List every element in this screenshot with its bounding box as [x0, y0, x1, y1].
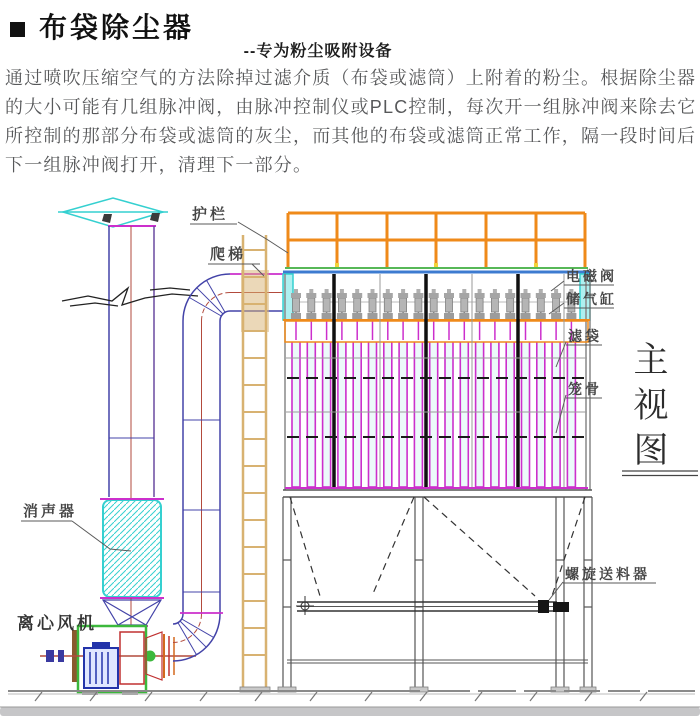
label-filter-bag: 滤袋: [568, 328, 602, 344]
label-screw-conveyor: 螺旋送料器: [565, 566, 650, 582]
bag-header-box: [285, 321, 588, 342]
rain-cap: [58, 198, 168, 227]
description-paragraph: 通过喷吹压缩空气的方法除掉过滤介质（布袋或滤筒）上附着的粉尘。根据除尘器的大小可能有几组脉冲阀，由脉冲控制仪或PLC控制，每次开一组脉冲阀来除去它所控制的那部分布袋或滤筒的灰尘，而其他的布袋或滤筒正常工作，隔一段时间后下一组脉冲阀打开，清理下一部分。: [5, 68, 697, 175]
screw-conveyor: [296, 596, 569, 615]
fan-motor: [84, 642, 118, 688]
view-title-char-1: 主: [633, 341, 669, 381]
view-title: [622, 341, 698, 476]
page-subtitle: --专为粉尘吸附设备: [243, 43, 393, 60]
centrifugal-fan: [40, 626, 196, 695]
label-guardrail: 护栏: [192, 206, 229, 223]
page-title: 布袋除尘器: [39, 12, 195, 43]
suction-duct: [173, 274, 285, 661]
outlet-cone: [103, 600, 161, 626]
view-title-char-3: 图: [633, 431, 669, 471]
label-bag-cage: 笼骨: [568, 381, 602, 397]
view-title-char-2: 视: [633, 386, 669, 426]
bottom-gray-band: [0, 707, 700, 716]
guardrail: [288, 213, 585, 268]
stack-break-symbol: [62, 288, 198, 306]
support-frame: [278, 490, 596, 692]
muffler: [100, 499, 164, 627]
label-ladder: 爬梯: [210, 246, 247, 263]
label-centrifugal-fan: 离心风机: [17, 614, 97, 633]
label-muffler: 消声器: [23, 503, 78, 520]
label-solenoid-valve: 电磁阀: [566, 268, 617, 284]
support-legs: [283, 497, 592, 688]
label-air-reservoir: 储气缸: [566, 291, 617, 307]
exhaust-stack: [108, 226, 156, 500]
access-ladder: [240, 235, 270, 692]
dust-hoppers: [290, 497, 585, 596]
